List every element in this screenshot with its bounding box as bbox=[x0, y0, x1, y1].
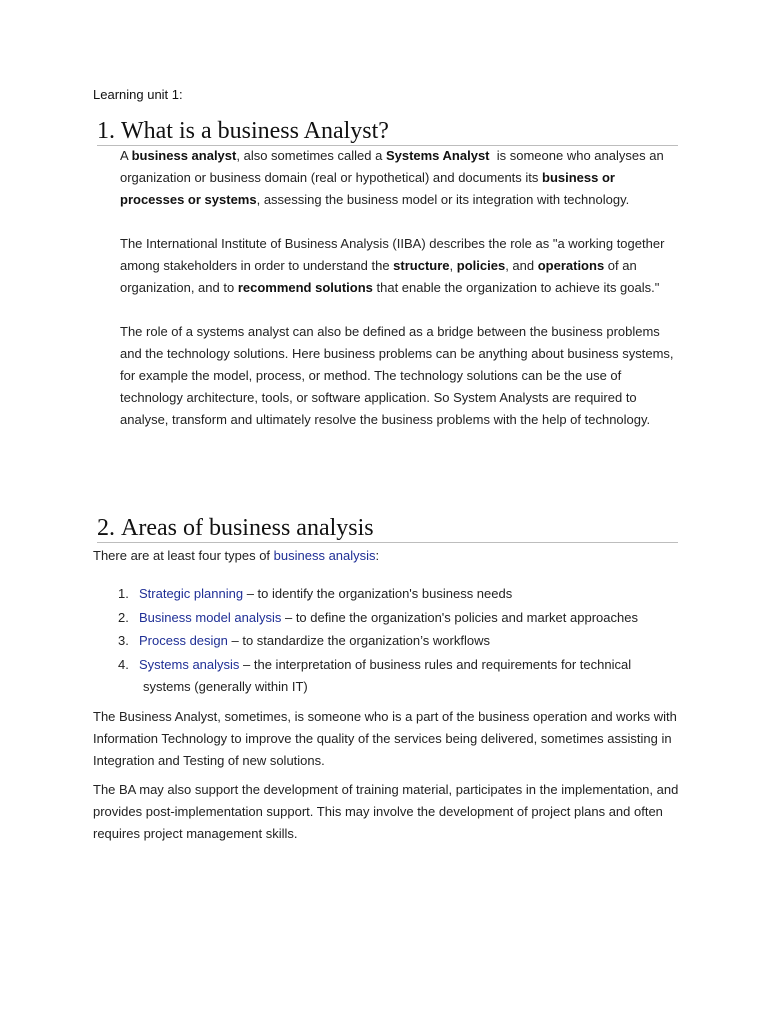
business-analysis-link[interactable]: business analysis bbox=[273, 548, 376, 563]
text-run: of an organization, and to bbox=[120, 258, 637, 295]
unit-label: Learning unit 1: bbox=[93, 87, 183, 102]
section-2-title: Areas of business analysis bbox=[121, 515, 374, 541]
paragraph-role: The role of a systems analyst can also be defined as a bridge between the business problems and the technology solutions. Here business problems can be anything about business systems, for example the model, process, or method. The technology solutions can be the use of technology architecture, tools, or software application. So System Analysts are required to analyse, transform and ultimately resolve the business problems with the help of technology. bbox=[120, 324, 674, 427]
section-2-number: 2. bbox=[97, 515, 115, 541]
text-run: , assessing the business model or its integration with technology. bbox=[256, 192, 630, 207]
text-run: that enable the organization to achieve its goals." bbox=[372, 280, 660, 295]
section-1-heading bbox=[97, 118, 678, 146]
list-description: – the interpretation of business rules and requirements for technical bbox=[239, 656, 632, 672]
list-item bbox=[118, 654, 678, 698]
list-number: 1. bbox=[118, 586, 129, 601]
paragraph-ba-support: The BA may also support the development of training material, participates in the implementation, and provides post-implementation support. This may involve the development of project plans and often requires project management skills. bbox=[93, 782, 679, 841]
list-number: 4. bbox=[118, 656, 129, 672]
paragraph-definition bbox=[120, 145, 680, 211]
paragraph-iiba bbox=[120, 233, 680, 299]
bold-term: business or processes or systems bbox=[120, 170, 615, 207]
paragraph-ba-role: The Business Analyst, sometimes, is someone who is a part of the business operation and works with Information Technology to improve the quality of the services being delivered, sometimes assisting in Integration and Testing of new solutions. bbox=[93, 709, 677, 768]
text-run: is someone who analyses an organization or business domain (real or hypothetical) and documents its bbox=[120, 148, 668, 185]
section-2-heading bbox=[97, 515, 678, 543]
list-item bbox=[118, 583, 678, 605]
bold-term: business analyst bbox=[131, 148, 237, 163]
text-run: There are at least four types of bbox=[93, 548, 274, 563]
bold-term: Systems Analyst bbox=[385, 148, 490, 163]
section-1-body bbox=[120, 145, 680, 453]
analysis-types-list bbox=[118, 583, 678, 699]
section-2-intro bbox=[93, 545, 379, 567]
list-description: – to identify the organization's business needs bbox=[243, 586, 513, 601]
section-1-title: What is a business Analyst? bbox=[121, 118, 389, 144]
list-description: – to define the organization's policies and market approaches bbox=[281, 609, 638, 625]
list-description: – to standardize the organization’s workflows bbox=[227, 633, 490, 648]
text-run: The International Institute of Business Analysis (IIBA) describes the role as "a working together among stakeholders in order to understand the bbox=[120, 236, 665, 273]
text-run: , also sometimes called a bbox=[236, 148, 386, 163]
list-description-continued: systems (generally within IT) bbox=[143, 678, 308, 694]
section-1-number: 1. bbox=[97, 118, 115, 144]
bold-term: recommend solutions bbox=[237, 280, 373, 295]
strategic-planning-link[interactable]: Strategic planning bbox=[139, 586, 244, 601]
text-run: : bbox=[375, 548, 380, 563]
list-item bbox=[118, 607, 678, 629]
list-item bbox=[118, 630, 678, 652]
text-run: A bbox=[120, 148, 132, 163]
bold-term: structure bbox=[393, 258, 450, 273]
bold-term: operations bbox=[537, 258, 605, 273]
systems-analysis-link[interactable]: Systems analysis bbox=[139, 656, 240, 672]
list-number: 3. bbox=[118, 633, 129, 648]
text-run: , and bbox=[505, 258, 538, 273]
text-run: , bbox=[449, 258, 457, 273]
business-model-analysis-link[interactable]: Business model analysis bbox=[139, 609, 282, 625]
bold-term: policies bbox=[456, 258, 506, 273]
process-design-link[interactable]: Process design bbox=[139, 633, 228, 648]
list-number: 2. bbox=[118, 609, 129, 625]
